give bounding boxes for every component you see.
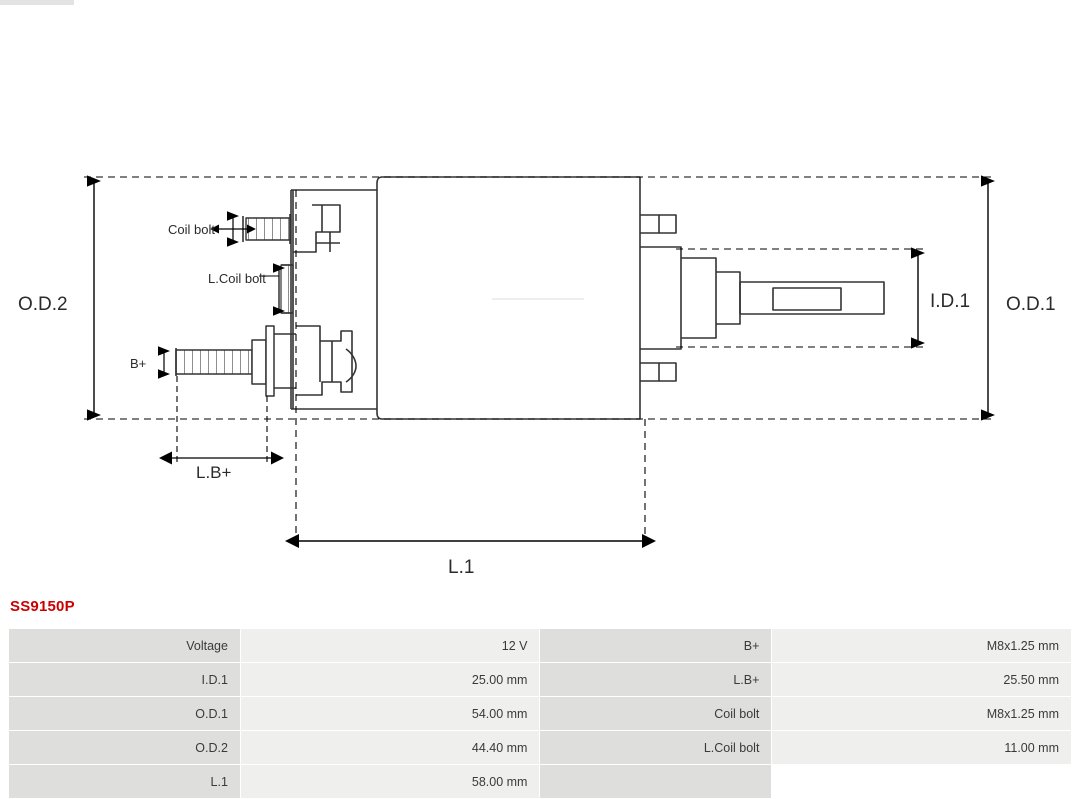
spec-value: 54.00 mm [240, 697, 540, 731]
label-id1: I.D.1 [930, 291, 971, 312]
table-row [9, 697, 1072, 731]
table-row [9, 629, 1072, 663]
spec-label: O.D.1 [9, 697, 241, 731]
label-od1: O.D.1 [1006, 294, 1056, 315]
spec-value: M8x1.25 mm [772, 629, 1072, 663]
spec-label: L.1 [9, 765, 241, 799]
spec-value: M8x1.25 mm [772, 697, 1072, 731]
spec-value: 44.40 mm [240, 731, 540, 765]
spec-value: 25.00 mm [240, 663, 540, 697]
table-row [9, 731, 1072, 765]
table-row [9, 663, 1072, 697]
spec-value: 11.00 mm [772, 731, 1072, 765]
spec-value: 58.00 mm [240, 765, 540, 799]
spec-label: L.B+ [540, 663, 772, 697]
label-od2: O.D.2 [18, 294, 68, 315]
spec-label-empty [540, 765, 772, 799]
spec-value: 12 V [240, 629, 540, 663]
spec-label: L.Coil bolt [540, 731, 772, 765]
spec-label: I.D.1 [9, 663, 241, 697]
specifications-table [8, 628, 1072, 799]
table-row [9, 765, 1072, 799]
spec-label: Voltage [9, 629, 241, 663]
spec-label: B+ [540, 629, 772, 663]
spec-value-empty [772, 765, 1072, 799]
part-code: SS9150P [10, 598, 75, 615]
label-l-coil-bolt: L.Coil bolt [208, 271, 266, 286]
label-l-b-plus: L.B+ [196, 463, 232, 482]
spec-label: Coil bolt [540, 697, 772, 731]
label-b-plus: B+ [130, 356, 147, 371]
label-coil-bolt: Coil bolt [168, 222, 215, 237]
spec-value: 25.50 mm [772, 663, 1072, 697]
spec-label: O.D.2 [9, 731, 241, 765]
label-l1: L.1 [448, 557, 475, 578]
